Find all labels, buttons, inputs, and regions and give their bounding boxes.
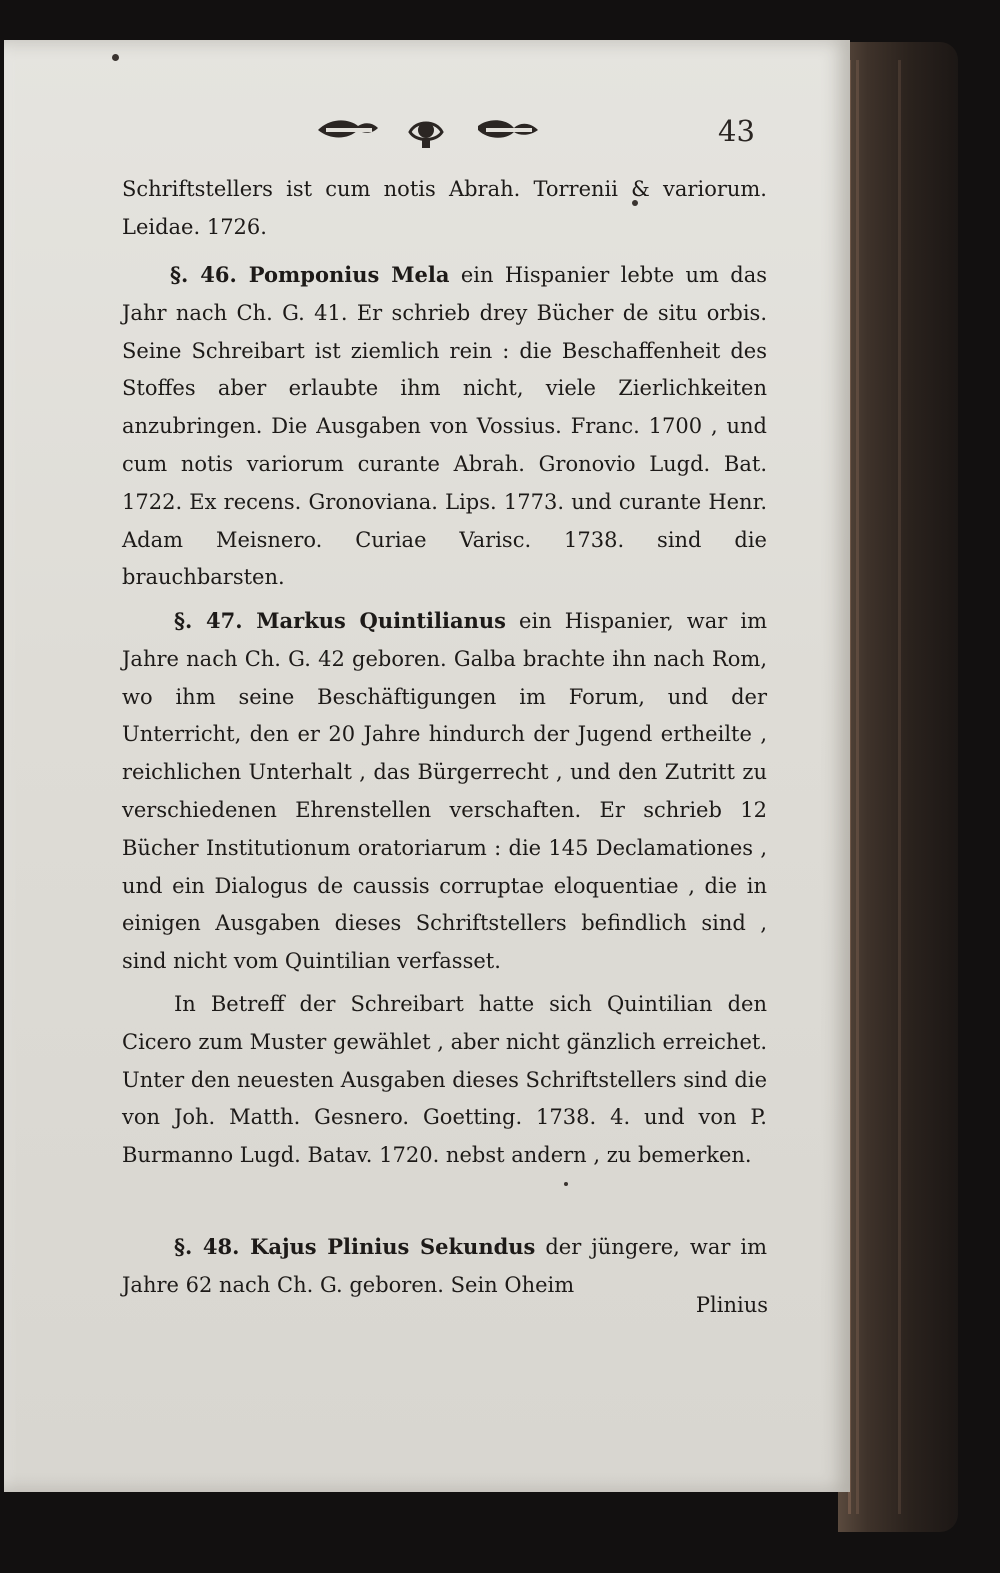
- page-number: 43: [718, 114, 755, 148]
- page-header: [0, 110, 846, 150]
- paragraph-continuation: [122, 171, 767, 247]
- paragraph-quintilian-style: [122, 986, 767, 1175]
- book-edge: [838, 42, 958, 1532]
- section-heading: §. 47. Markus Quintilianus: [174, 608, 506, 633]
- paragraph-section-47: [122, 602, 767, 981]
- paragraph-text: In Betreff der Schreibart hatte sich Quintilian den Cicero zum Muster gewählet , aber nicht gänzlich erreichet. Unter den neuesten Ausgaben dieses Schriftstellers sind die von Joh. Matth. Gesnero. Goetting. 1738. 4. und von P. Burmanno Lugd. Batav. 1720. nebst andern , zu bemerken.: [122, 992, 767, 1168]
- paragraph-text: ein Hispanier, war im Jahre nach Ch. G. 42 geboren. Galba brachte ihn nach Rom, wo ihm seine Beschäftigungen im Forum, und der Unterricht, den er 20 Jahre hindurch der Jugend ertheilte , reichlichen Unterhalt , das Bürgerrecht , und den Zutritt zu verschiedenen Ehrenstellen verschaften. Er schrieb 12 Bücher Institutionum oratoriarum : die 145 Declamationes , und ein Dialogus de caussis corruptae eloquentiae , die in einigen Ausgaben dieses Schriftstellers befindlich sind , sind nicht vom Quintilian verfasset.: [122, 609, 767, 974]
- catchword: Plinius: [695, 1293, 768, 1317]
- paragraph-section-46: [122, 256, 767, 597]
- section-heading: §. 48. Kajus Plinius Sekundus: [174, 1234, 536, 1259]
- paragraph-text: der jüngere, war im Jahre 62 nach Ch. G. geboren. Sein Oheim: [122, 1235, 767, 1297]
- printer-ornament-icon: [318, 114, 548, 150]
- section-heading: §. 46. Pomponius Mela: [170, 262, 450, 287]
- paragraph-text: Schriftstellers ist cum notis Abrah. Torrenii & variorum. Leidae. 1726.: [122, 177, 767, 239]
- paragraph-text: ein Hispanier lebte um das Jahr nach Ch. G. 41. Er schrieb drey Bücher de situ orbis. Seine Schreibart ist ziemlich rein : die Beschaffenheit des Stoffes aber erlaubte ihm nicht, viele Zierlichkeiten anzubringen. Die Ausgaben von Vossius. Franc. 1700 , und cum notis variorum curante Abrah. Gronovio Lugd. Bat. 1722. Ex recens. Gronoviana. Lips. 1773. und curante Henr. Adam Meisnero. Curiae Varisc. 1738. sind die brauchbarsten.: [122, 263, 768, 590]
